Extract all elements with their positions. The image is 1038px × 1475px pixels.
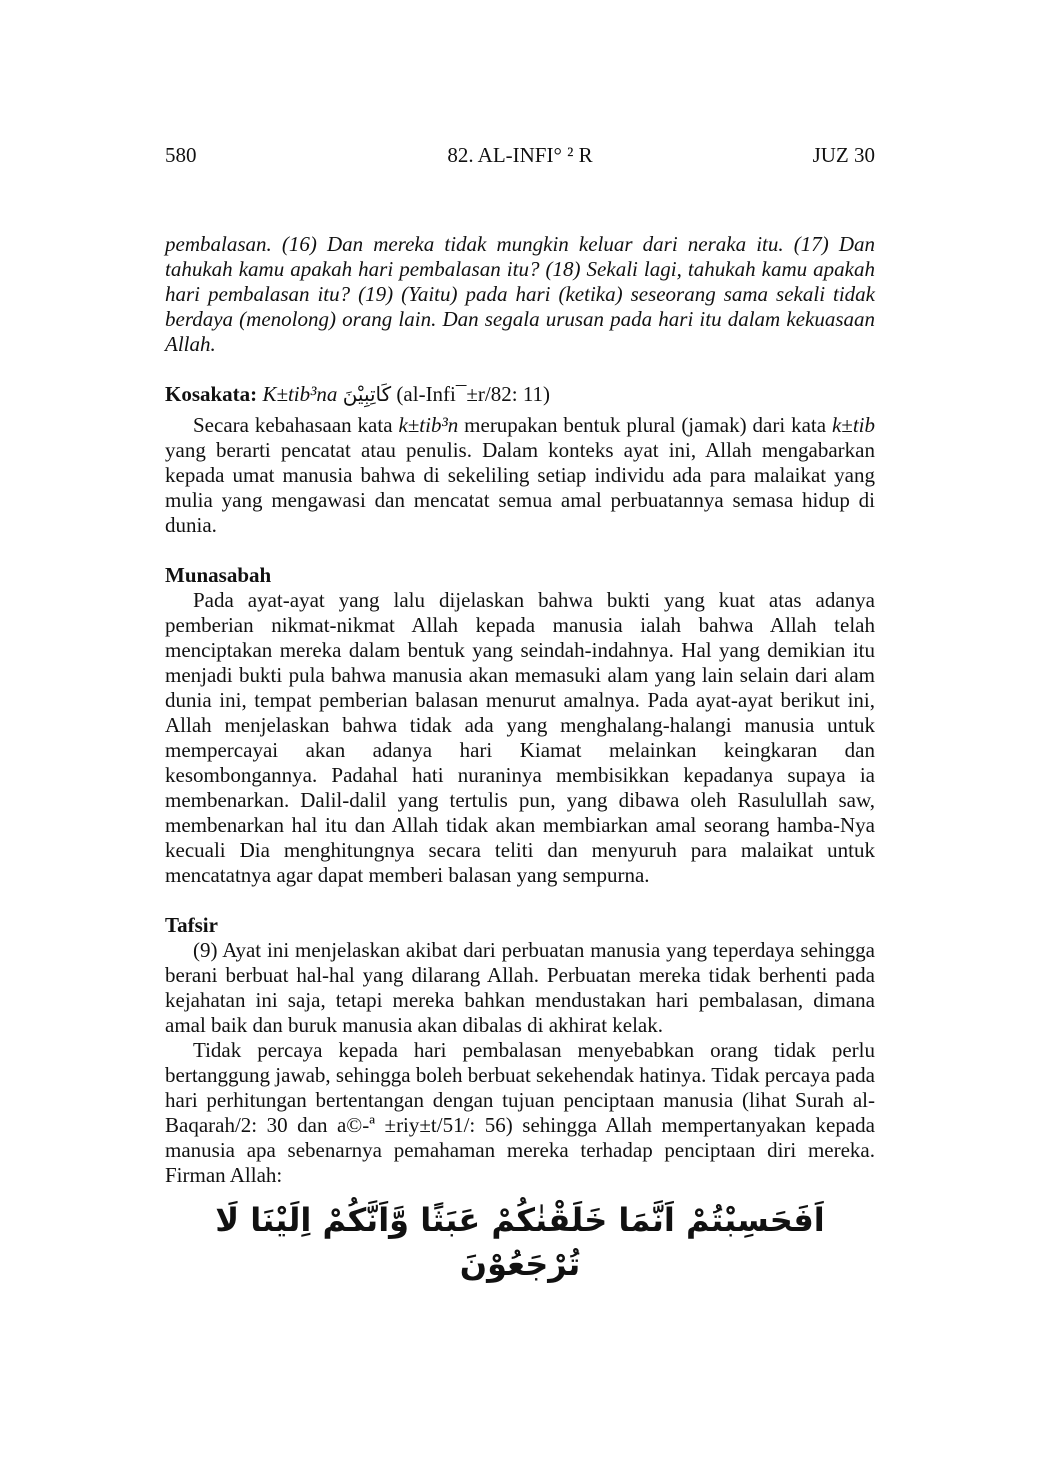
kosakata-term-plural: k±tib³n — [398, 413, 459, 437]
kosakata-term: K±tib³na — [262, 382, 338, 406]
page-header — [165, 143, 875, 173]
kosakata-text-c: yang berarti pencatat atau penulis. Dalam konteks ayat ini, Allah mengabarkan kepada umat manusia bahwa di sekeliling setiap individu ada para malaikat yang mulia yang mengawasi dan mencatat semua amal perbuatannya semasa hidup di dunia. — [165, 438, 875, 537]
page-body — [165, 232, 875, 1286]
kosakata-line — [165, 382, 875, 407]
tafsir-paragraph-2: Tidak percaya kepada hari pembalasan menyebabkan orang tidak perlu bertanggung jawab, sehingga boleh berbuat sekehendak hatinya. Tidak percaya pada hari perhitungan bertentangan dengan tujuan penciptaan manusia (lihat Surah al-Baqarah/2: 30 dan a©-ª ±riy±t/51/: 56) sehingga Allah mempertanyakan kepada manusia apa sebenarnya pemahaman mereka terhadap penciptaan diri mereka. Firman Allah: — [165, 1038, 875, 1187]
kosakata-arabic: كَاتِبِيْنَ — [342, 382, 392, 406]
kosakata-reference: (al-Infi¯±r/82: 11) — [396, 382, 551, 406]
kosakata-text-a: Secara kebahasaan kata — [193, 413, 399, 437]
quran-verse: اَفَحَسِبْتُمْ اَنَّمَا خَلَقْنٰكُمْ عَبَثًا وَّاَنَّكُمْ اِلَيْنَا لَا تُرْجَعُوْنَ — [215, 1201, 825, 1283]
kosakata-text-b: merupakan bentuk plural (jamak) dari kata — [458, 413, 832, 437]
translation-text: pembalasan. (16) Dan mereka tidak mungkin keluar dari neraka itu. (17) Dan tahukah kamu apakah hari pembalasan itu? (18) Sekali lagi, tahukah kamu apakah hari pembalasan itu? (19) (Yaitu) pada hari (ketika) seseorang sama sekali tidak berdaya (menolong) orang lain. Dan segala urusan pada hari itu dalam kekuasaan Allah. — [165, 232, 875, 356]
munasabah-text: Pada ayat-ayat yang lalu dijelaskan bahwa bukti yang kuat atas adanya pemberian nikmat-nikmat Allah kepada manusia ialah bahwa Allah telah menciptakan mereka dalam bentuk yang seindah-indahnya. Hal yang demikian itu menjadi bukti pula bahwa manusia akan memasuki alam yang lain selain dari alam dunia ini, tempat pemberian balasan menurut amalnya. Pada ayat-ayat berikut ini, Allah menjelaskan bahwa tidak ada yang menghalang-halangi manusia untuk mempercayai akan adanya hari Kiamat melainkan keingkaran dan kesombongannya. Padahal hati nuraninya membisikkan kepadanya supaya ia membenarkan. Dalil-dalil yang tertulis pun, yang dibawa oleh Rasulullah saw, membenarkan hal itu dan Allah tidak akan membiarkan amal seorang hamba-Nya kecuali Dia menghitungnya secara teliti dan menyuruh para malaikat untuk mencatatnya agar dapat memberi balasan yang sempurna. — [165, 588, 875, 887]
munasabah-heading: Munasabah — [165, 563, 272, 587]
kosakata-term-singular: k±tib — [831, 413, 875, 437]
kosakata-label: Kosakata: — [165, 382, 258, 406]
kosakata-paragraph — [165, 413, 875, 538]
juz-label: JUZ 30 — [812, 143, 875, 167]
surah-title: 82. AL-INFI° ² R — [447, 143, 593, 167]
page-number: 580 — [165, 143, 197, 167]
tafsir-paragraph-1: (9) Ayat ini menjelaskan akibat dari perbuatan manusia yang teperdaya sehingga berani berbuat hal-hal yang dilarang Allah. Perbuatan mereka tidak berhenti pada kejahatan ini saja, tetapi mereka bahkan mendustakan hari pembalasan, dimana amal baik dan buruk manusia akan dibalas di akhirat kelak. — [165, 938, 875, 1037]
tafsir-heading: Tafsir — [165, 913, 218, 937]
